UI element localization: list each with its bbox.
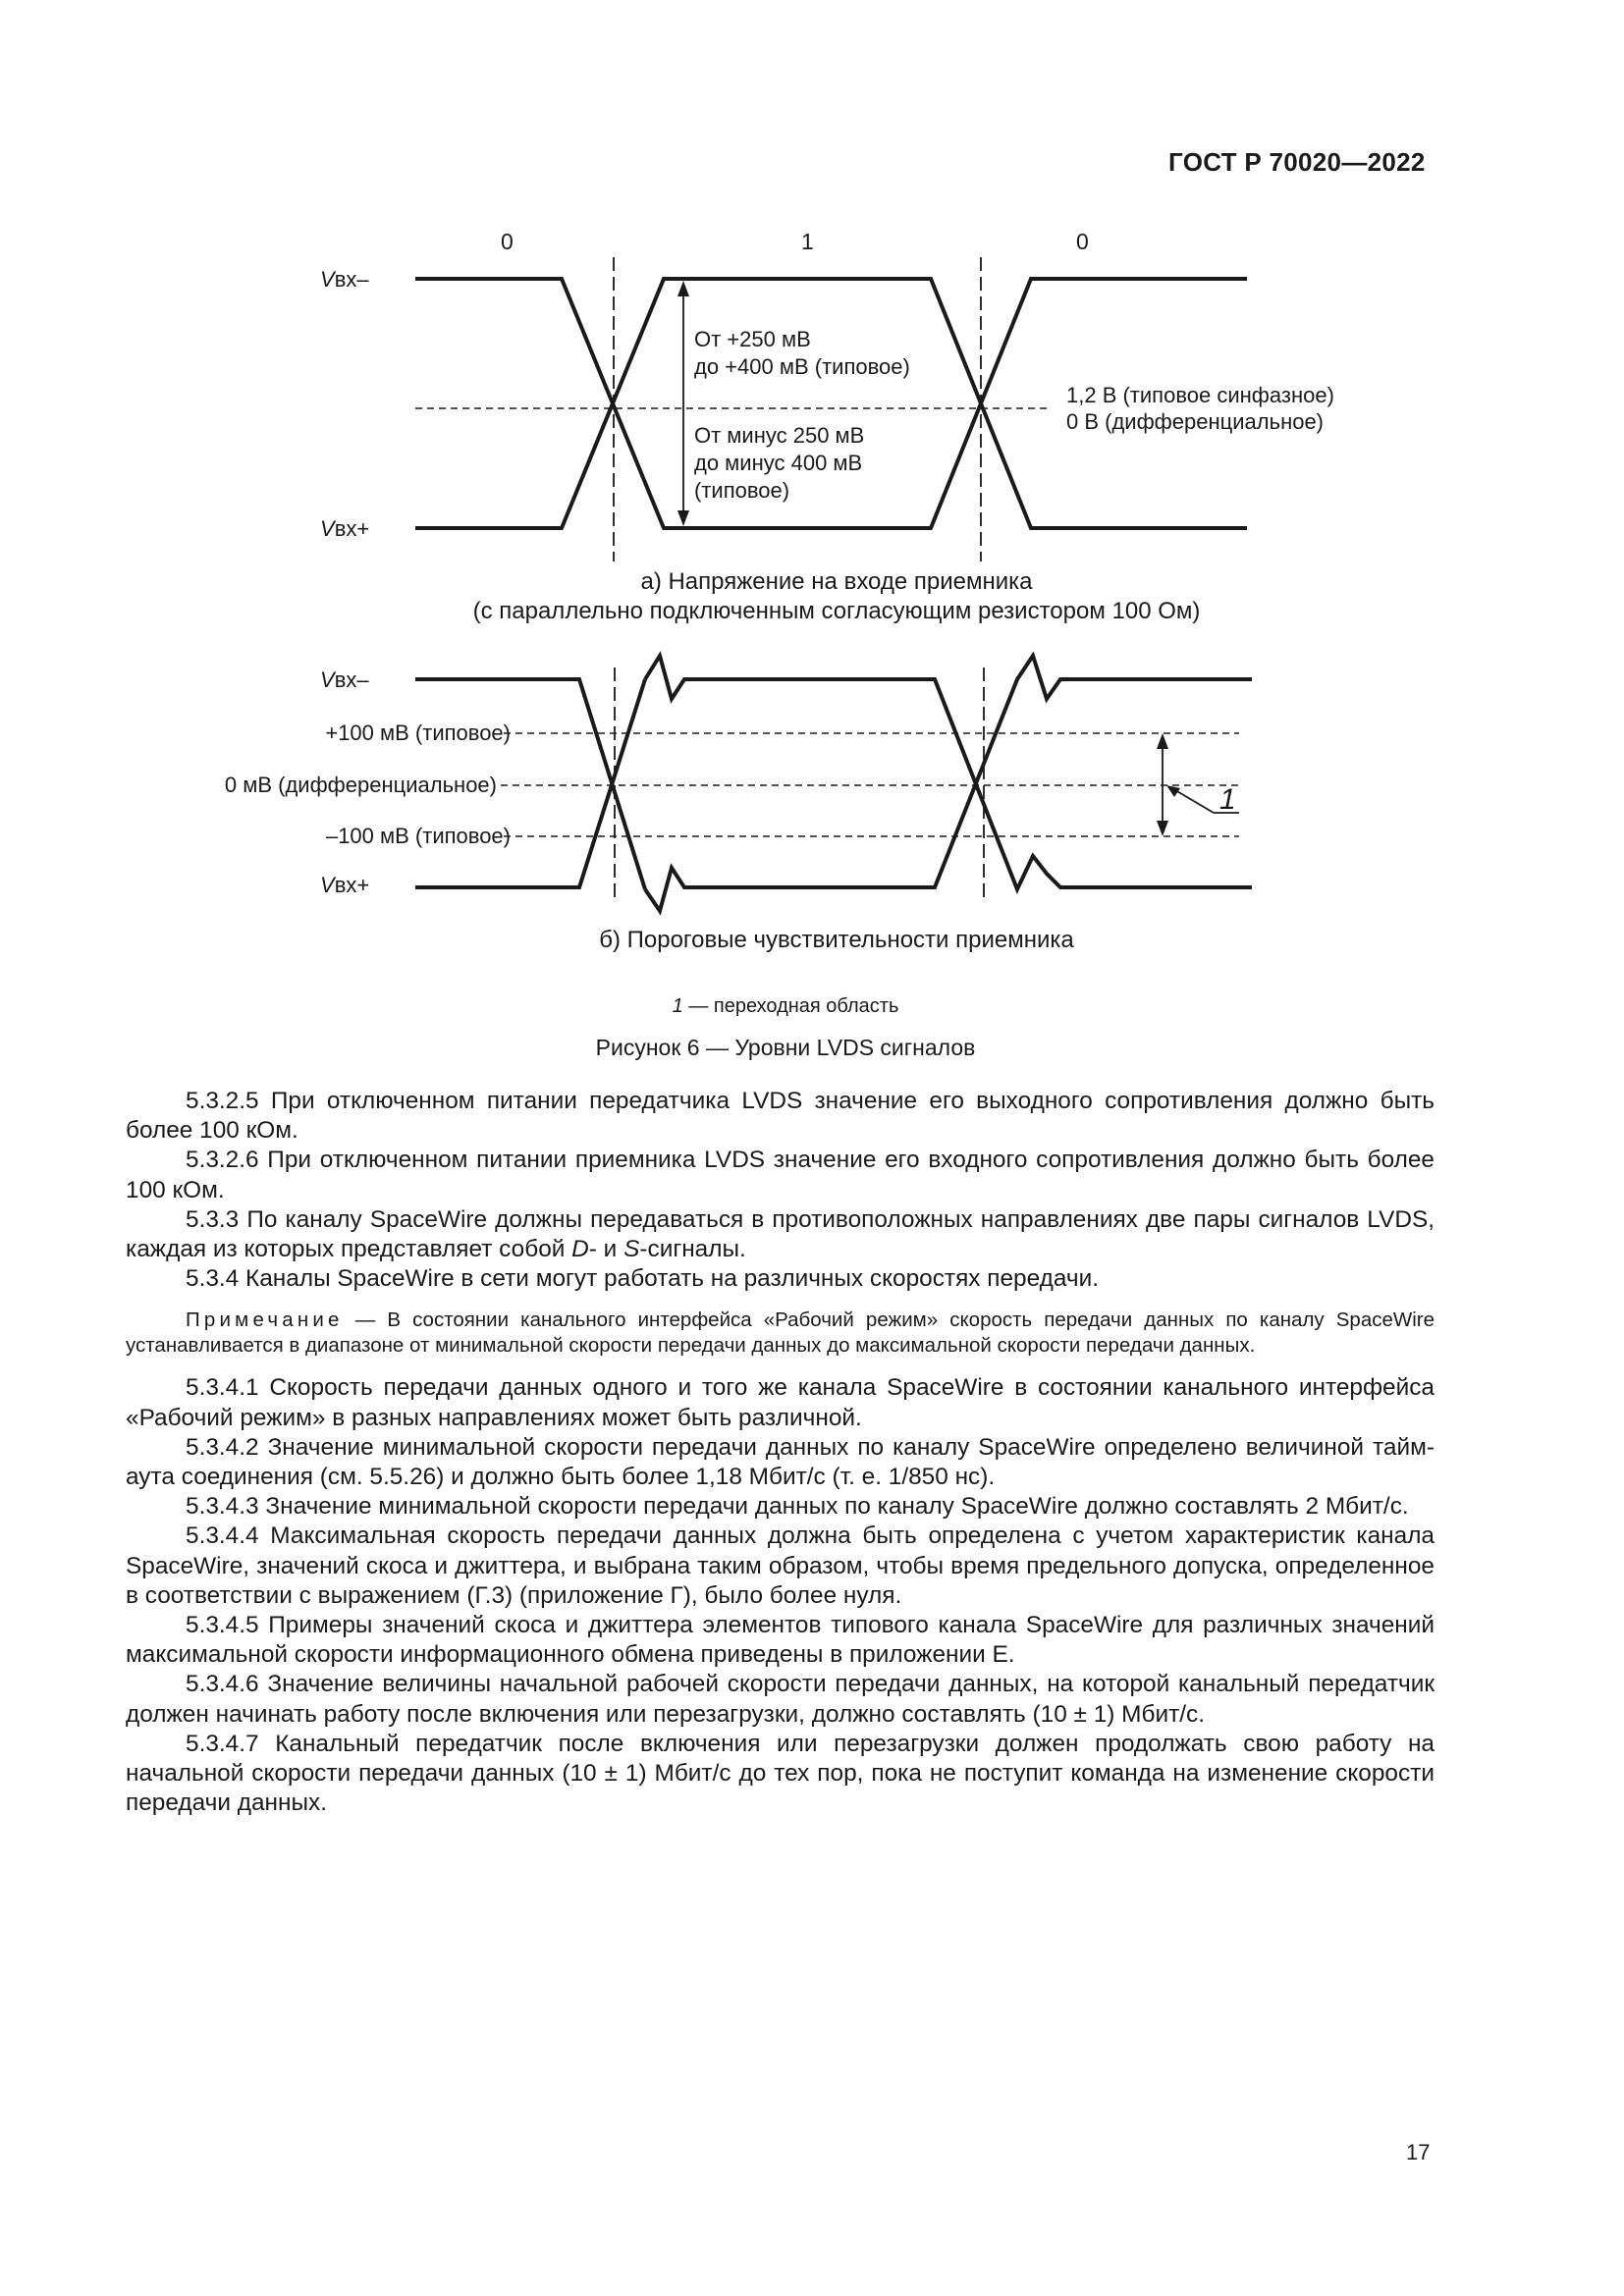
annotation-common-mode: 1,2 В (типовое синфазное) <box>1066 383 1334 407</box>
annotation-low-1: От минус 250 мВ <box>694 423 865 448</box>
arrow-head-down <box>677 510 689 526</box>
paragraph-5-3-4-5: 5.3.4.5 Примеры значений скоса и джиттера элементов типового канала SpaceWire для различных значений максимальной скорости информационного обмена приведены в приложении Е. <box>126 1612 1435 1669</box>
paragraph-5-3-4-3: 5.3.4.3 Значение минимальной скорости передачи данных по каналу SpaceWire должно составлять 2 Мбит/с. <box>186 1493 1409 1521</box>
annotation-differential: 0 В (дифференциальное) <box>1066 409 1325 434</box>
annotation-low-3: (типовое) <box>694 478 790 503</box>
level-minus-100: –100 мВ (типовое) <box>325 824 511 848</box>
body-text <box>126 1087 1435 1818</box>
waveform-b-vin-minus-main <box>645 656 1252 911</box>
paragraph-5-3-2-5: 5.3.2.5 При отключенном питании передатчика LVDS значение его выходного сопротивления должно быть более 100 кОм. <box>126 1088 1435 1145</box>
standard-header: ГОСТ Р 70020—2022 <box>1168 147 1426 177</box>
annotation-low-2: до минус 400 мВ <box>694 451 863 475</box>
bit-label-2: 0 <box>1076 229 1089 254</box>
paragraph-5-3-4-4: 5.3.4.4 Максимальная скорость передачи данных должна быть определена с учетом характеристик канала SpaceWire, значений скоса и джиттера, и выбрана таким образом, чтобы время предельного допуска, определенное в соответствии с выражением (Г.3) (приложение Г), было более нуля. <box>126 1522 1435 1609</box>
arrow-head-down-b <box>1157 821 1168 836</box>
figure-legend: 1 — переходная область <box>672 995 899 1017</box>
signal-label-b-plus: Vвх+ <box>320 873 370 897</box>
caption-a-line-1: а) Напряжение на входе приемника <box>640 568 1033 595</box>
bit-label-0: 0 <box>501 229 514 254</box>
callout-arrow-head <box>1166 785 1180 797</box>
arrow-head-up <box>677 281 689 296</box>
caption-a-line-2: (с параллельно подключенным согласующим резистором 100 Ом) <box>472 598 1201 624</box>
signal-label-a-plus: Vвх+ <box>320 516 370 541</box>
paragraph-5-3-4-7: 5.3.4.7 Канальный передатчик после включения или перезагрузки должен продолжать свою работу на начальной скорости передачи данных (10 ± 1) Мбит/с до тех пор, пока не поступит команда на изменение скорости передачи данных. <box>126 1730 1435 1817</box>
bit-label-1: 1 <box>801 229 814 254</box>
level-zero: 0 мВ (дифференциальное) <box>224 773 497 797</box>
paragraph-5-3-4-1: 5.3.4.1 Скорость передачи данных одного и того же канала SpaceWire в состоянии канального интерфейса «Рабочий режим» в разных направлениях может быть различной. <box>126 1374 1435 1431</box>
signal-label-a-minus: Vвх– <box>320 267 369 292</box>
arrow-head-up-b <box>1157 733 1168 749</box>
level-plus-100: +100 мВ (типовое) <box>325 721 511 745</box>
lvds-levels-figure <box>0 0 1624 1080</box>
callout-number: 1 <box>1219 783 1236 816</box>
figure-title: Рисунок 6 — Уровни LVDS сигналов <box>595 1035 976 1060</box>
note-text: — В состоянии канального интерфейса «Рабочий режим» скорость передачи данных по каналу SpaceWire устанавливается в диапазоне от минимальной скорости передачи данных до максимальной скорости передачи данных. <box>126 1308 1435 1357</box>
paragraph-5-3-4: 5.3.4 Каналы SpaceWire в сети могут работать на различных скоростях передачи. <box>186 1265 1099 1293</box>
page-number: 17 <box>1406 2140 1431 2164</box>
note-label: Примечание <box>186 1308 344 1332</box>
annotation-high-1: От +250 мВ <box>694 327 811 351</box>
paragraph-5-3-4-6: 5.3.4.6 Значение величины начальной рабочей скорости передачи данных, на которой канальный передатчик должен начинать работу после включения или перезагрузки, должно составлять (10 ± 1) Мбит/с. <box>126 1671 1435 1728</box>
paragraph-5-3-2-6: 5.3.2.6 При отключенном питании приемника LVDS значение его входного сопротивления должно быть более 100 кОм. <box>126 1147 1435 1203</box>
paragraph-5-3-4-2: 5.3.4.2 Значение минимальной скорости передачи данных по каналу SpaceWire определено величиной тайм-аута соединения (см. 5.5.26) и должно быть более 1,18 Мбит/с (т. е. 1/850 нс). <box>126 1433 1435 1491</box>
note <box>126 1308 1435 1358</box>
signal-label-b-minus: Vвх– <box>320 667 369 692</box>
annotation-high-2: до +400 мВ (типовое) <box>694 354 910 379</box>
caption-b: б) Пороговые чувствительности приемника <box>599 927 1074 953</box>
paragraph-5-3-3: 5.3.3 По каналу SpaceWire должны передаваться в противоположных направлениях две пары сигналов LVDS, каждая из которых представляет собой D- и S-сигналы. <box>126 1205 1435 1263</box>
